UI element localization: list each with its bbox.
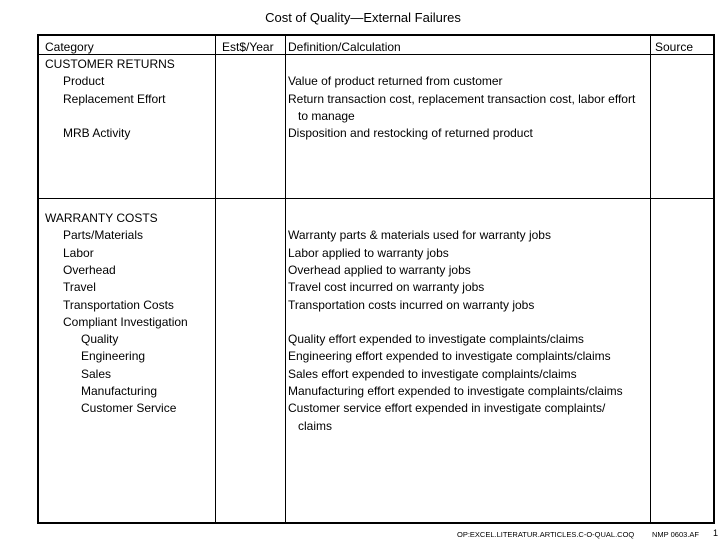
footer-page-number: 1 (713, 528, 719, 538)
header-divider (39, 54, 713, 55)
definition-text: Sales effort expended to investigate complaints/claims (288, 366, 577, 381)
definition-text: Value of product returned from customer (288, 74, 503, 89)
header-category: Category (45, 40, 94, 54)
page-title: Cost of Quality—External Failures (265, 10, 461, 25)
header-definition: Definition/Calculation (288, 40, 401, 54)
section-heading: CUSTOMER RETURNS (45, 57, 175, 71)
definition-text: to manage (288, 108, 355, 123)
category-item: Manufacturing (81, 384, 158, 398)
cost-table (37, 34, 715, 524)
definition-text: Manufacturing effort expended to investigate complaints/claims (288, 384, 623, 398)
definition-text: Labor applied to warranty jobs (288, 245, 449, 260)
definition-text: Quality effort expended to investigate complaints/claims (288, 332, 584, 347)
definition-text: Overhead applied to warranty jobs (288, 262, 471, 277)
section-heading: WARRANTY COSTS (45, 211, 158, 225)
category-item: Labor (63, 245, 94, 260)
definition-text: Warranty parts & materials used for warranty jobs (288, 228, 551, 243)
definition-text: Transportation costs incurred on warranty jobs (288, 297, 535, 312)
column-divider (215, 36, 216, 522)
definition-text: Return transaction cost, replacement transaction cost, labor effort (288, 91, 636, 106)
definition-text: Customer service effort expended in investigate complaints/ (288, 401, 606, 416)
header-est-per-year: Est$/Year (222, 40, 274, 54)
definition-text: Engineering effort expended to investigate complaints/claims (288, 349, 611, 364)
category-item: Overhead (63, 262, 116, 277)
header-source: Source (655, 40, 694, 54)
definition-text: Disposition and restocking of returned product (288, 126, 533, 141)
column-divider (650, 36, 651, 522)
footer-code: NMP 0603.AF (652, 530, 699, 539)
category-item: Transportation Costs (63, 297, 174, 312)
category-item: Product (63, 74, 105, 89)
category-item: Parts/Materials (63, 228, 144, 243)
category-item: Quality (81, 332, 119, 347)
definition-text: Travel cost incurred on warranty jobs (288, 280, 485, 295)
category-item: Engineering (81, 349, 146, 364)
category-item: MRB Activity (63, 126, 131, 141)
footer-file-path: OP:EXCEL.LITERATUR.ARTICLES.C-O-QUAL.COQ (457, 530, 635, 539)
section-divider (39, 198, 713, 199)
definition-text: claims (288, 418, 333, 433)
column-divider (285, 36, 286, 522)
category-item: Travel (63, 280, 96, 295)
category-item: Customer Service (81, 401, 177, 416)
category-item: Replacement Effort (63, 91, 166, 106)
category-item: Compliant Investigation (63, 314, 188, 329)
category-item: Sales (81, 366, 112, 381)
